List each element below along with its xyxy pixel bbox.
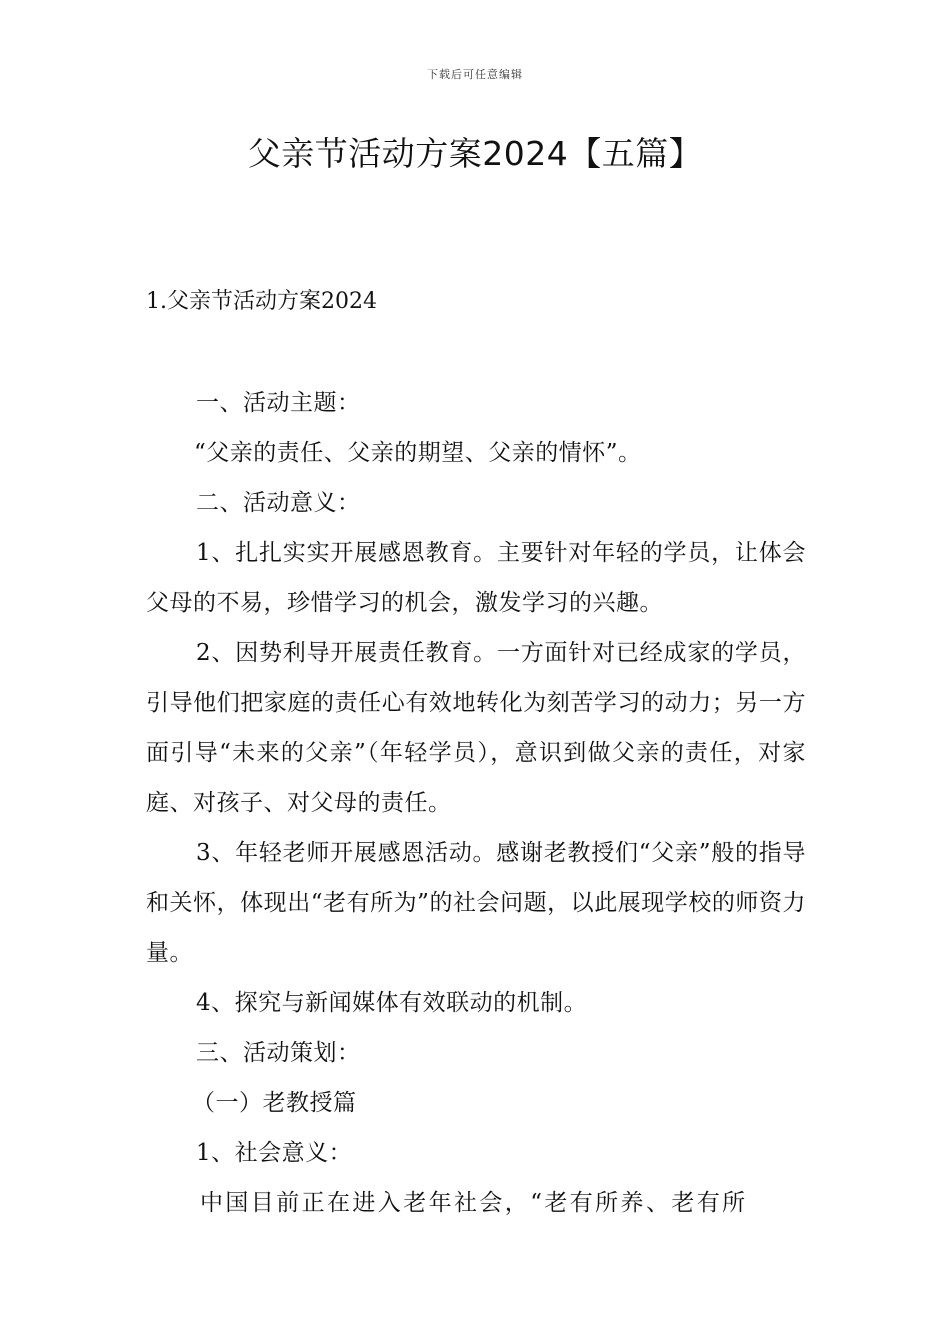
paragraph: 二、活动意义： <box>196 490 361 516</box>
section-heading: 1.父亲节活动方案2024 <box>146 289 377 314</box>
header-note: 下载后可任意编辑 <box>427 68 523 81</box>
paragraph: “父亲的责任、父亲的期望、父亲的情怀”。 <box>194 440 642 466</box>
document-title: 父亲节活动方案2024【五篇】 <box>247 134 703 173</box>
paragraph: （一）老教授篇 <box>192 1090 357 1116</box>
paragraph: 中国目前正在进入老年社会，“老有所养、老有所 <box>200 1190 748 1216</box>
paragraph: 一、活动主题： <box>196 390 361 416</box>
paragraph: 4、探究与新闻媒体有效联动的机制。 <box>196 990 588 1016</box>
paragraph: 1、社会意义： <box>196 1140 353 1166</box>
paragraph: 3、年轻老师开展感恩活动。感谢老教授们“父亲”般的指导和关怀，体现出“老有所为”的社会问题，以此展现学校的师资力量。 <box>146 840 806 966</box>
paragraph: 2、因势利导开展责任教育。一方面针对已经成家的学员，引导他们把家庭的责任心有效地转化为刻苦学习的动力；另一方面引导“未来的父亲”（年轻学员），意识到做父亲的责任，对家庭、对孩子、对父母的责任。 <box>146 640 806 816</box>
paragraph: 1、扎扎实实开展感恩教育。主要针对年轻的学员，让体会父母的不易，珍惜学习的机会，激发学习的兴趣。 <box>146 540 806 616</box>
document-body <box>146 378 806 1228</box>
paragraph: 三、活动策划： <box>196 1040 361 1066</box>
